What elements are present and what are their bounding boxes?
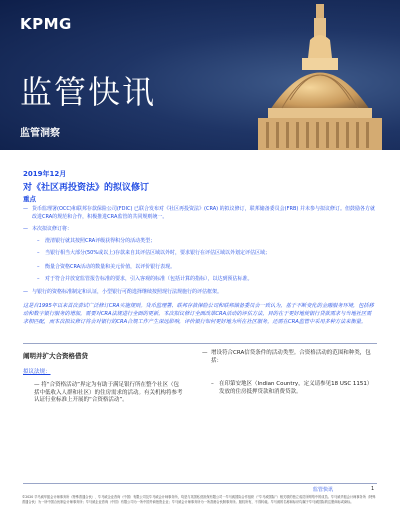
- copyright-footnote: ©2020 毕马威华振会计师事务所（特殊普通合伙）、毕马威企业咨询（中国）有限公司及毕马威会计师事务所，均是与英国私营担保有限公司一毕马威国际合作组织（“毕马威国际”）相关联的独立成员所网络中的成员。毕马威华振会计师事务所（特殊普通合伙）为一所中国合伙制会计师事务所；毕马威企业咨询（中国）有限公司为一所中国外商独资企业；毕马威会计师事务所为一所香港合伙制事务所。版权所有，不得转载。毕马威的名称和标识均属于毕马威国际的注册商标或商标。: [22, 495, 376, 504]
- page-number: 1: [371, 486, 375, 492]
- key-point-1: [23, 205, 377, 221]
- bullet-dot: –: [37, 264, 40, 270]
- bullet-dot: –: [37, 276, 40, 282]
- left-bullet: [34, 382, 184, 405]
- page-title: 监管快讯: [20, 73, 157, 111]
- bullet-dot: –: [37, 238, 40, 244]
- capitol-dome-image: [240, 0, 400, 150]
- sub-point-text: 澄清银行就其按照CRA评级获得积分的活动类型；: [45, 238, 156, 244]
- left-bullet-text: — 将“合资格活动”界定为有助于满足银行所在整个社区（包括中低收入人群和社区）的住房需求的活动。有关机构将参考认证行业标准上开展的“合资格活动”。: [34, 382, 183, 403]
- footer-divider: [23, 483, 377, 484]
- bullet-dash: —: [23, 206, 28, 212]
- key-point-text: 本次拟议修订将：: [32, 226, 73, 232]
- sub-point-4: [37, 275, 377, 283]
- key-point-2: [23, 225, 377, 233]
- sub-point-1: [37, 237, 377, 245]
- summary-paragraph: 这是自1995年以来首次尝试广泛修订CRA实施规则。货币监理署、联邦存款保险公司和联邦储备委员会一致认为，基于不断变化的金融服务环境，包括移动和数字银行服务的增加，需要对CRA法规进行全面的更新。本次拟议修订全面改革CRA活动的评估方法，目的在于更好地使银行贷款需求与当地社区需求相匹配，而本次拟议修订将会对银行的CRA合规工作产生深远影响，评价银行如何更好地为所在社区服务，还需在CRA监管中采用多种方法来衡量。: [23, 303, 374, 325]
- hero-banner: [0, 0, 400, 150]
- bullet-dash: —: [202, 350, 208, 356]
- right-sub-bullet-text: 在印第安地区（Indian Country，定义请参见18 USC 1151）发放的住房抵押贷款和消费贷款。: [219, 381, 373, 395]
- left-section-heading: 阐明并扩大合资格借贷: [23, 352, 88, 360]
- bullet-dot: –: [37, 250, 40, 256]
- key-point-text: 货币监理署(OCC)和联邦存款保险公司(FDIC) 已联合发布对《社区再投资法》(CRA) 的拟议修订，联邦储备委员会(FRB) 并未参与拟议修订。但鼓励各方就改进CRA的规范和合作，积极推进CRA监管的共同规则统一。: [32, 206, 375, 220]
- sub-point-3: [37, 263, 377, 271]
- page-subtitle: 监管洞察: [20, 128, 60, 139]
- article-title: 对《社区再投资法》的拟议修订: [23, 183, 150, 193]
- sub-point-text: 当银行相当大部分(50%或以上)存款来自其评估区域以外时，要求银行在评估区域以外划定评估区域；: [45, 250, 271, 256]
- sub-point-text: 衡量合资格CRA活动的数量和美元价值，以评价银行表现。: [45, 264, 176, 270]
- proposed-rule-label: 拟议法规：: [23, 369, 51, 375]
- key-point-text: 与银行的资格标准制定和认证，小型银行可酌选择继续按照现行法规施行的评估框架。: [32, 289, 223, 295]
- right-sub-bullet: [211, 381, 377, 396]
- issue-date: 2019年12月: [23, 170, 67, 178]
- sub-point-2: [37, 249, 377, 257]
- footer-label: 监管快讯: [313, 487, 334, 493]
- key-point-3: [23, 288, 377, 296]
- section-divider: [23, 343, 377, 344]
- sub-point-text: 对于符合并放宽监管报告标准的要求，引入客观的标准（包括计算的指标），以达到预估标准。: [45, 276, 253, 282]
- right-bullet-text: 增设符合CRA信贷条件的活动类型。合资格活动的范围和种类，包括：: [211, 350, 371, 364]
- key-points-label: 重点: [23, 195, 36, 203]
- bullet-dash: —: [23, 289, 28, 295]
- kpmg-logo: KPMG: [20, 15, 72, 33]
- bullet-dash: —: [23, 226, 28, 232]
- right-bullet: [202, 350, 377, 365]
- bullet-dash: –: [211, 381, 214, 387]
